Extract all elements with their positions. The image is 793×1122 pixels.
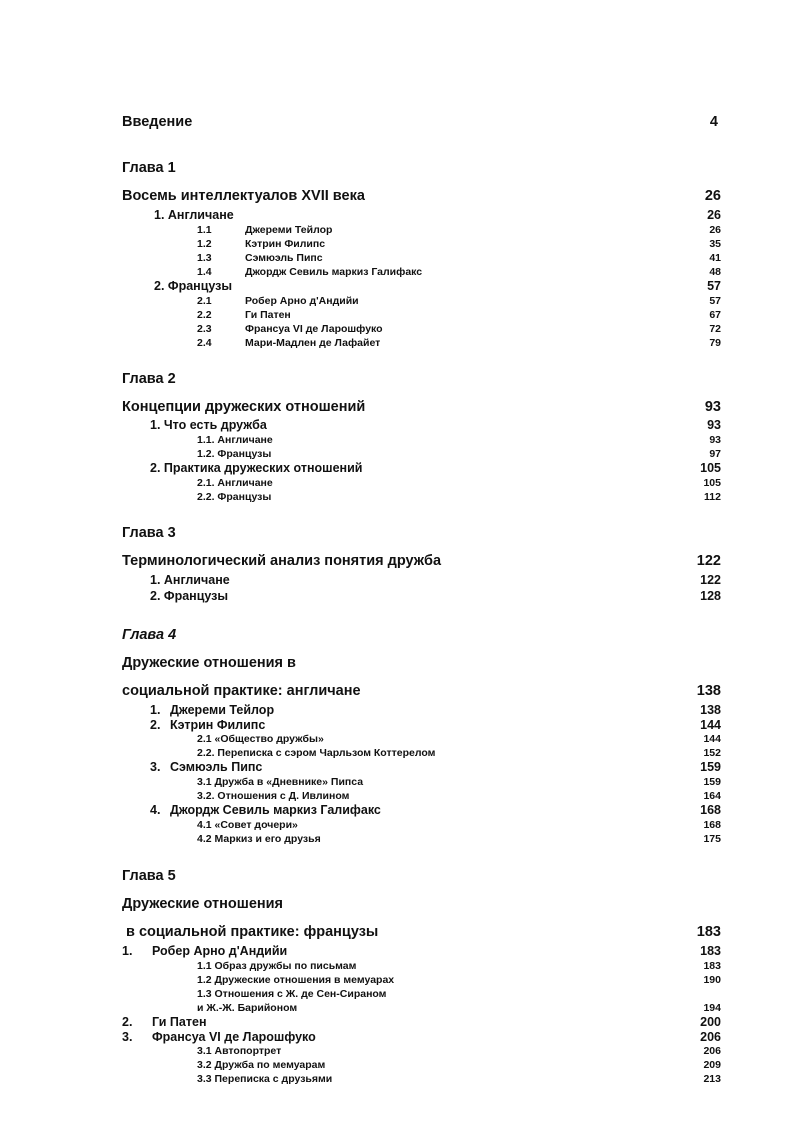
subsection-label: 4.2 Маркиз и его друзья [197, 833, 321, 845]
chapter-label: Глава 1 [122, 160, 176, 176]
section-label: Джордж Севиль маркиз Галифакс [170, 803, 381, 817]
entry-page: 183 [696, 924, 721, 940]
subsection-label: и Ж.-Ж. Барийоном [197, 1002, 298, 1014]
entry-page: 159 [703, 776, 721, 788]
chapter-heading [0, 160, 793, 176]
chapter-heading [0, 525, 793, 541]
chapter-title [0, 553, 793, 569]
subsection-number: 2.2 [197, 309, 212, 321]
subsection-label: 1.3 Отношения с Ж. де Сен-Сираном [197, 988, 387, 1000]
toc-section [0, 278, 793, 294]
subsection-label: 1.1 Образ дружбы по письмам [197, 960, 357, 972]
entry-page: 144 [703, 733, 721, 745]
subsection-number: 2.4 [197, 337, 212, 349]
section-label: Кэтрин Филипс [170, 718, 266, 732]
entry-page: 168 [700, 803, 721, 817]
toc-section [0, 802, 793, 818]
toc-section [0, 460, 793, 476]
chapter-title-text: Концепции дружеских отношений [122, 399, 366, 415]
entry-page: 206 [700, 1030, 721, 1044]
entry-page: 48 [709, 266, 721, 278]
subsection-label: 3.3 Переписка с друзьями [197, 1073, 333, 1085]
chapter-title-text: Дружеские отношения в [122, 655, 296, 671]
subsection-number: 2.1 [197, 295, 212, 307]
chapter-title-text: в социальной практике: французы [126, 924, 379, 940]
entry-page: 152 [703, 747, 721, 759]
entry-page: 112 [704, 491, 721, 503]
entry-page: 190 [703, 974, 721, 986]
toc-subsection [0, 1071, 793, 1087]
subsection-label: 1.2. Французы [197, 448, 272, 460]
chapter-title-text: Восемь интеллектуалов XVII века [122, 188, 365, 204]
subsection-label: 2.1. Англичане [197, 477, 273, 489]
subsection-label: 2.1 «Общество дружбы» [197, 733, 324, 745]
entry-page: 57 [707, 279, 721, 293]
subsection-label: 3.2 Дружба по мемуарам [197, 1059, 326, 1071]
entry-page: 200 [700, 1015, 721, 1029]
section-number: 2. [150, 718, 161, 732]
entry-page: 138 [700, 703, 721, 717]
toc-section [0, 759, 793, 775]
entry-page: 194 [703, 1002, 721, 1014]
chapter-label: Глава 3 [122, 525, 176, 541]
section-number: 3. [150, 760, 161, 774]
entry-page: 4 [709, 114, 718, 130]
subsection-label: 1.2 Дружеские отношения в мемуарах [197, 974, 395, 986]
subsection-label: Джордж Севиль маркиз Галифакс [245, 266, 423, 278]
subsection-number: 1.3 [197, 252, 212, 264]
entry-page: 93 [709, 434, 721, 446]
entry-page: 41 [709, 252, 721, 264]
entry-page: 97 [709, 448, 721, 460]
subsection-label: Сэмюэль Пипс [245, 252, 323, 264]
entry-page: 209 [703, 1059, 721, 1071]
chapter-title-text: социальной практике: англичане [122, 683, 361, 699]
section-label: Робер Арно д'Андийи [152, 944, 288, 958]
entry-page: 168 [703, 819, 721, 831]
entry-page: 93 [707, 418, 721, 432]
entry-page: 128 [700, 589, 721, 603]
entry-page: 175 [703, 833, 721, 845]
subsection-label: 3.1 Дружба в «Дневнике» Пипса [197, 776, 364, 788]
toc-section [0, 572, 793, 588]
entry-page: 122 [696, 553, 721, 569]
entry-page: 164 [703, 790, 721, 802]
subsection-label: 2.2. Французы [197, 491, 272, 503]
toc-section [0, 943, 793, 959]
subsection-number: 1.1 [197, 224, 212, 236]
toc-section [0, 417, 793, 433]
chapter-title [0, 399, 793, 415]
section-label: 1. Англичане [154, 208, 234, 222]
chapter-label: Глава 2 [122, 371, 176, 387]
toc-subsection [0, 335, 793, 351]
toc-section [0, 207, 793, 223]
section-number: 2. [122, 1015, 133, 1029]
subsection-label: Мари-Мадлен де Лафайет [245, 337, 381, 349]
entry-page: 144 [700, 718, 721, 732]
section-label: 1. Что есть дружба [150, 418, 267, 432]
entry-page: 213 [703, 1073, 721, 1085]
section-number: 1. [122, 944, 133, 958]
section-label: 2. Практика дружеских отношений [150, 461, 363, 475]
section-label: 2. Французы [150, 589, 229, 603]
entry-page: 183 [703, 960, 721, 972]
section-number: 1. [150, 703, 161, 717]
subsection-label: 3.1 Автопортрет [197, 1045, 282, 1057]
chapter-label: Глава 5 [122, 868, 176, 884]
entry-page: 67 [709, 309, 721, 321]
subsection-label: 4.1 «Совет дочери» [197, 819, 298, 831]
chapter-title [0, 896, 793, 912]
entry-page: 72 [709, 323, 721, 335]
chapter-heading [0, 868, 793, 884]
entry-page: 26 [709, 224, 721, 236]
section-label: Сэмюэль Пипс [170, 760, 263, 774]
entry-page: 35 [709, 238, 721, 250]
toc-entry-intro [0, 114, 793, 130]
subsection-label: Кэтрин Филипс [245, 238, 326, 250]
subsection-number: 2.3 [197, 323, 212, 335]
chapter-title [0, 683, 793, 699]
entry-page: 138 [696, 683, 721, 699]
entry-page: 183 [700, 944, 721, 958]
subsection-label: Франсуа VI де Ларошфуко [245, 323, 383, 335]
toc-section [0, 1014, 793, 1030]
toc-subsection [0, 831, 793, 847]
subsection-number: 1.2 [197, 238, 212, 250]
chapter-heading [0, 627, 793, 643]
section-number: 3. [122, 1030, 133, 1044]
subsection-label: Ги Патен [245, 309, 291, 321]
entry-page: 57 [709, 295, 721, 307]
entry-page: 159 [700, 760, 721, 774]
section-label: 1. Англичане [150, 573, 230, 587]
chapter-title [0, 655, 793, 671]
section-label: 2. Французы [154, 279, 233, 293]
chapter-title [0, 924, 793, 940]
chapter-label: Глава 4 [122, 627, 177, 643]
subsection-label: 1.1. Англичане [197, 434, 273, 446]
entry-page: 206 [703, 1045, 721, 1057]
toc-section [0, 588, 793, 604]
section-label: Джереми Тейлор [170, 703, 275, 717]
entry-page: 79 [709, 337, 721, 349]
chapter-title-text: Терминологический анализ понятия дружба [122, 553, 442, 569]
section-label: Франсуа VI де Ларошфуко [152, 1030, 316, 1044]
subsection-label: 3.2. Отношения с Д. Ивлином [197, 790, 350, 802]
entry-page: 93 [704, 399, 721, 415]
entry-page: 122 [700, 573, 721, 587]
subsection-label: Джереми Тейлор [245, 224, 333, 236]
section-number: 4. [150, 803, 161, 817]
toc-section [0, 702, 793, 718]
section-label: Ги Патен [152, 1015, 207, 1029]
subsection-label: Робер Арно д'Андийи [245, 295, 359, 307]
entry-page: 105 [700, 461, 721, 475]
entry-page: 105 [703, 477, 721, 489]
chapter-title-text: Дружеские отношения [122, 896, 284, 912]
entry-page: 26 [704, 188, 721, 204]
chapter-heading [0, 371, 793, 387]
entry-label: Введение [122, 114, 193, 130]
subsection-label: 2.2. Переписка с сэром Чарльзом Коттерелом [197, 747, 436, 759]
entry-page: 26 [707, 208, 721, 222]
chapter-title [0, 188, 793, 204]
subsection-number: 1.4 [197, 266, 212, 278]
toc-subsection [0, 489, 793, 505]
